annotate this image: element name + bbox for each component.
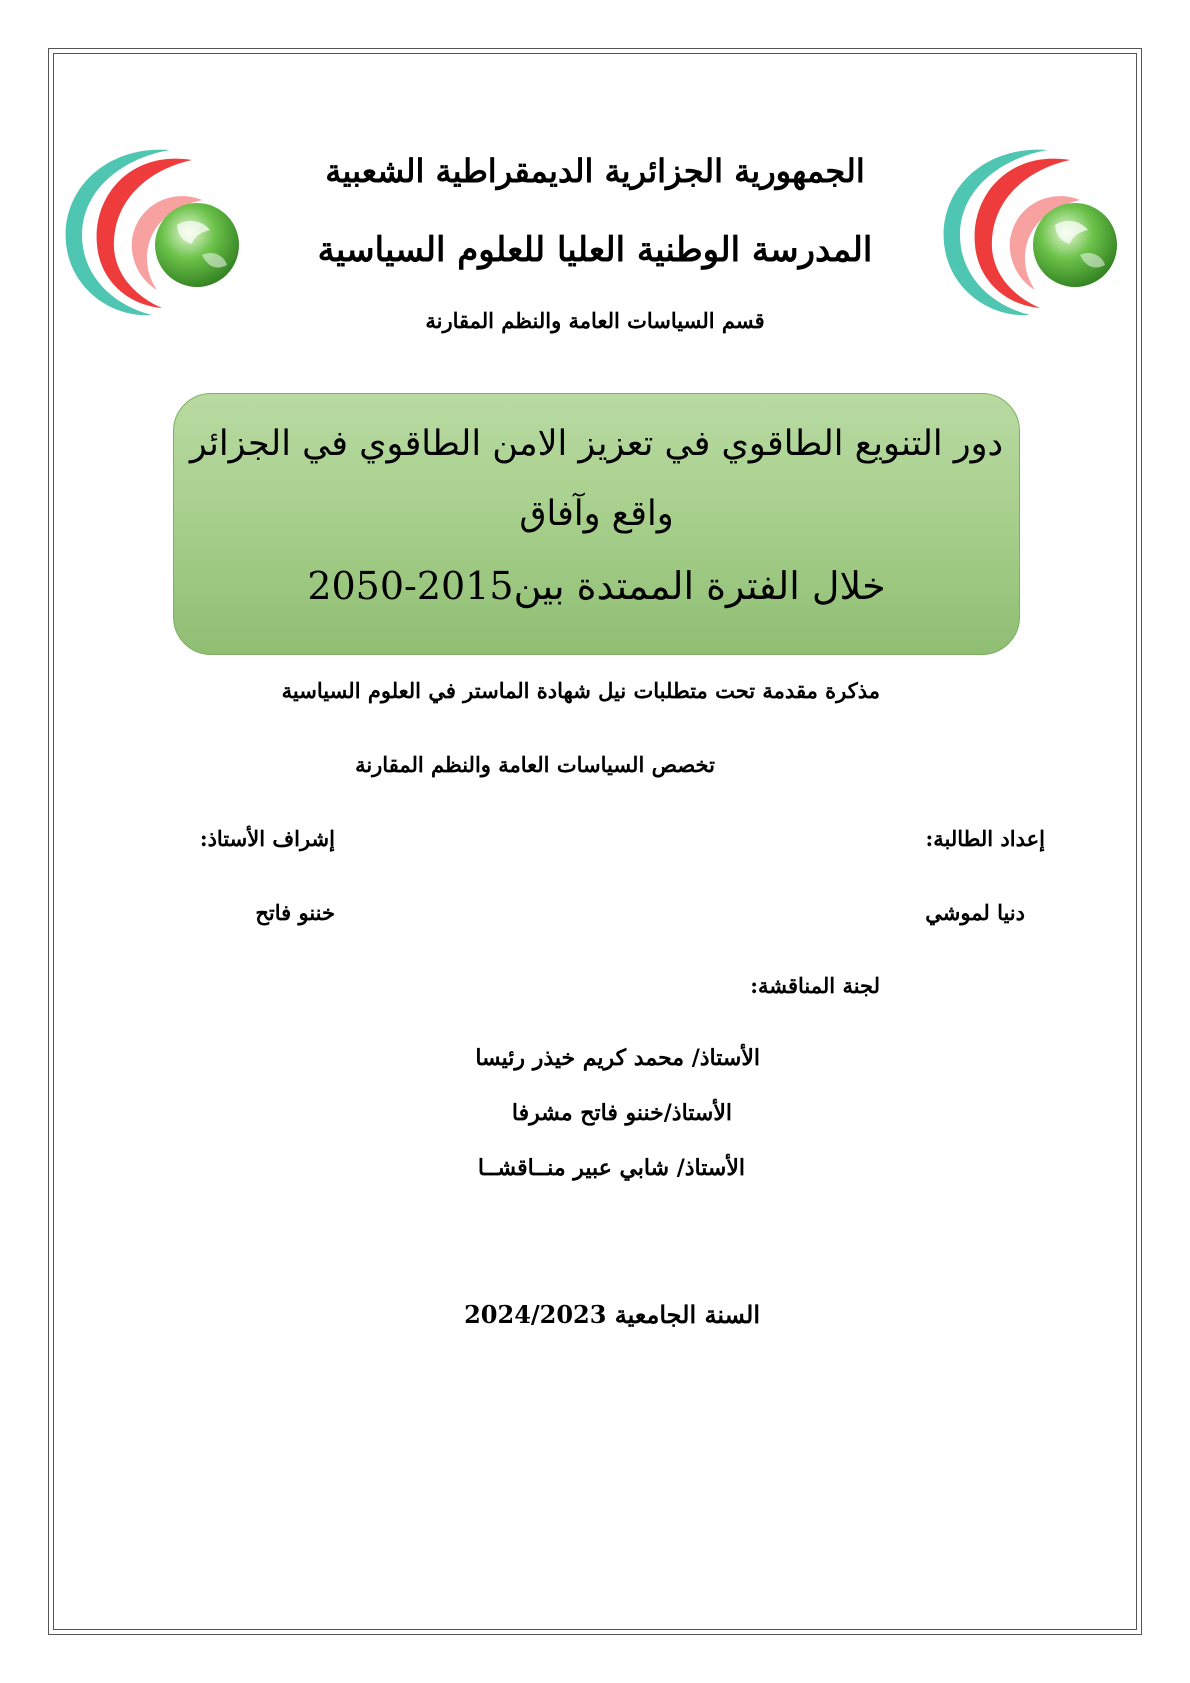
committee-member: الأستاذ/ محمد كريم خيذر رئيسا <box>475 1045 760 1071</box>
thesis-title-box <box>173 393 1020 655</box>
department-name: قسم السياسات العامة والنظم المقارنة <box>425 308 765 333</box>
academic-year: السنة الجامعية 2024/2023 <box>464 1300 760 1329</box>
thesis-title-line-2: واقع وآفاق <box>519 494 674 534</box>
thesis-title-line-3: خلال الفترة الممتدة بين2015-2050 <box>307 564 886 608</box>
committee-member: الأستاذ/ شابي عبير منــاقشــا <box>477 1155 745 1181</box>
student-label: إعداد الطالبة: <box>925 826 1045 851</box>
republic-name: الجمهورية الجزائرية الديمقراطية الشعبية <box>325 152 865 190</box>
supervisor-label: إشراف الأستاذ: <box>199 826 335 851</box>
school-name: المدرسة الوطنية العليا للعلوم السياسية <box>317 230 873 270</box>
student-name: دنيا لموشي <box>925 900 1025 925</box>
specialty-line: تخصص السياسات العامة والنظم المقارنة <box>355 752 715 777</box>
committee-member: الأستاذ/خننو فاتح مشرفا <box>511 1100 732 1126</box>
supervisor-name: خننو فاتح <box>255 900 335 925</box>
memo-description: مذكرة مقدمة تحت متطلبات نيل شهادة الماستر في العلوم السياسية <box>281 678 880 703</box>
committee-label: لجنة المناقشة: <box>750 973 880 998</box>
thesis-title-line-1: دور التنويع الطاقوي في تعزيز الامن الطاقوي في الجزائر <box>189 424 1004 464</box>
